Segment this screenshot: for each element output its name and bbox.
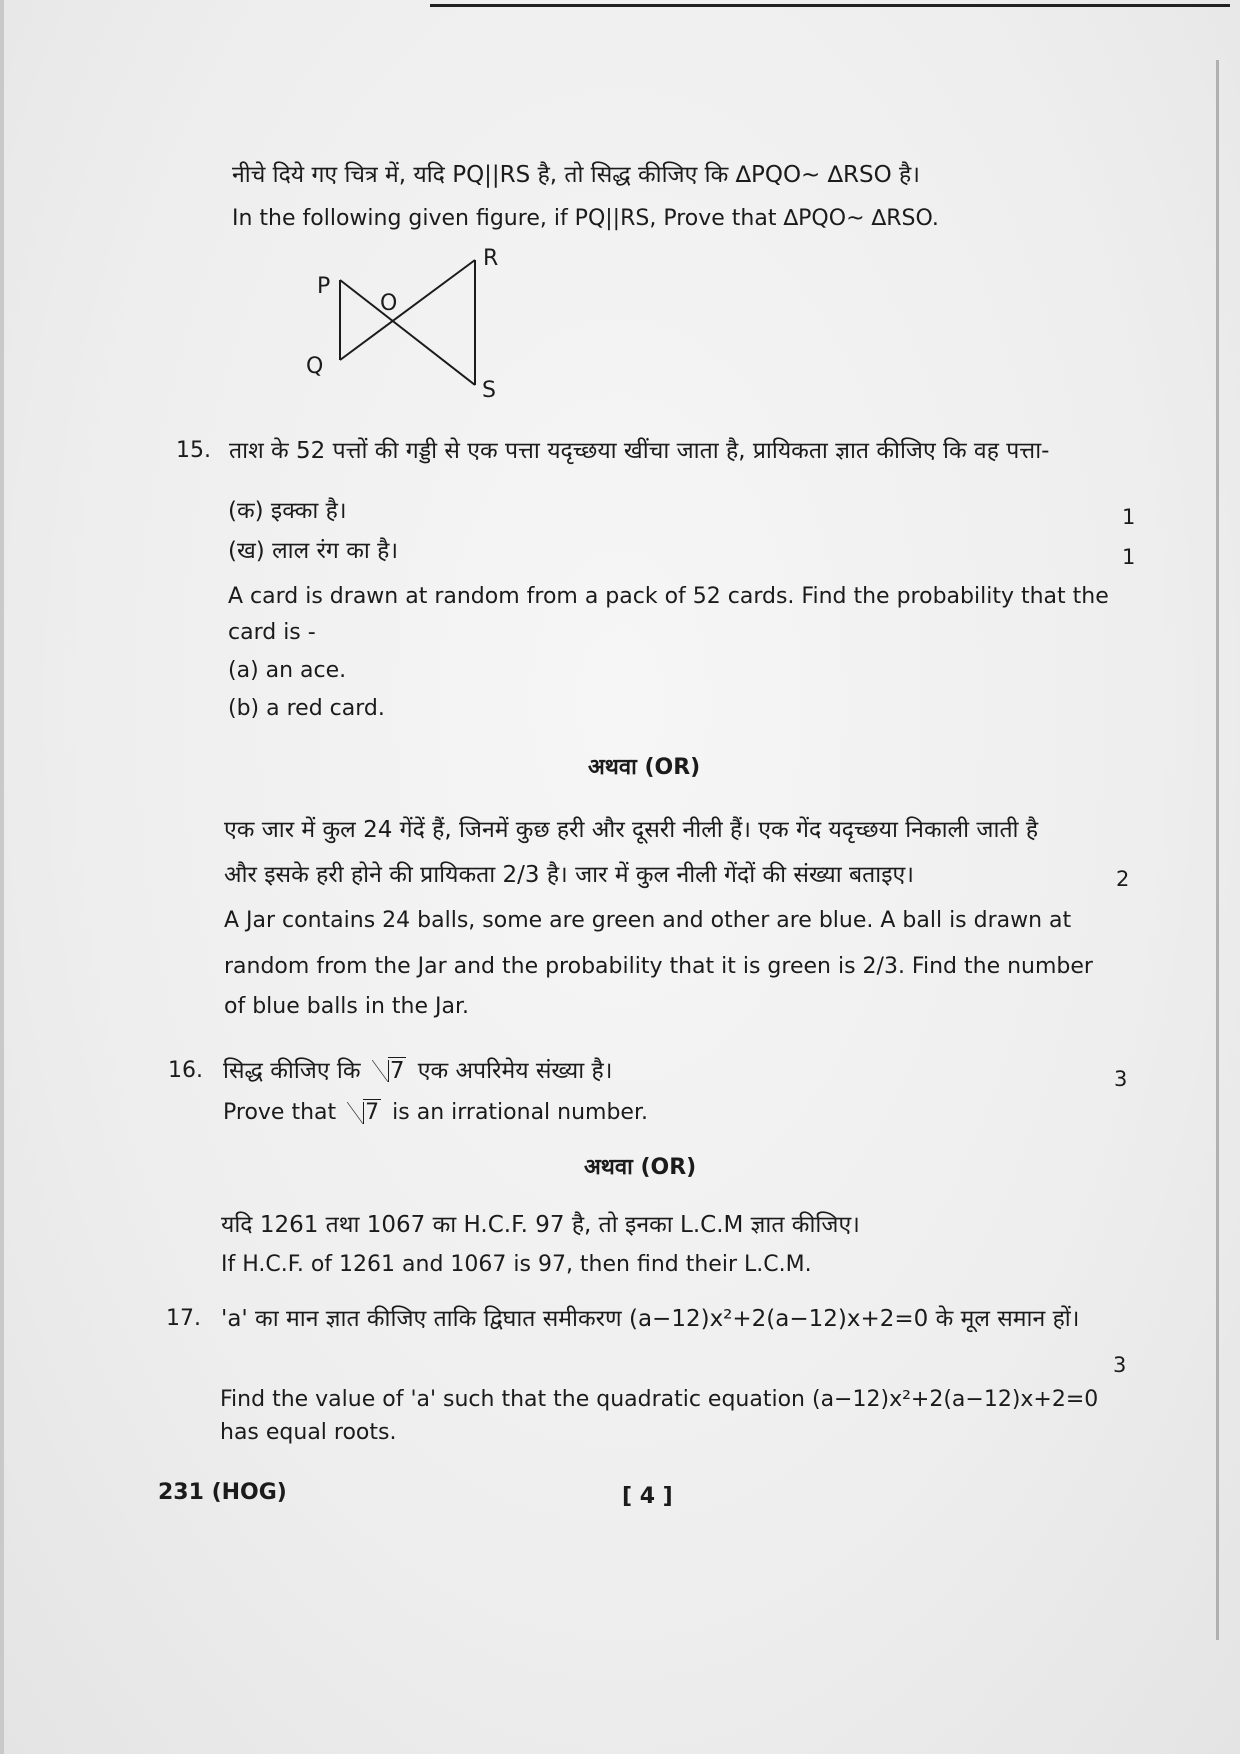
q15-or-english-1: A Jar contains 24 balls, some are green and other are blue. A ball is drawn at: [224, 908, 1072, 933]
q15-or-mark: 2: [1116, 867, 1130, 891]
q16-english: [223, 1098, 648, 1128]
q16-hindi-post: एक अपरिमेय संख्या है।: [417, 1058, 613, 1084]
label-r: R: [483, 246, 499, 271]
sqrt-symbol-en: [347, 1098, 381, 1128]
q15-number: 15.: [176, 438, 211, 463]
q16-english-post: is an irrational number.: [392, 1100, 648, 1125]
line-ps: [340, 280, 475, 385]
q15-english-2: card is -: [228, 620, 316, 645]
q15-or-english-2: random from the Jar and the probability that it is green is 2/3. Find the number: [224, 954, 1093, 979]
q16-or-english: If H.C.F. of 1261 and 1067 is 97, then find their L.C.M.: [221, 1252, 812, 1277]
q15-or-hindi-2: और इसके हरी होने की प्रायिकता 2/3 है। जार में कुल नीली गेंदों की संख्या बताइए।: [224, 862, 914, 888]
left-edge: [0, 0, 4, 1754]
q15-or-english-3: of blue balls in the Jar.: [224, 994, 470, 1019]
q16-number: 16.: [168, 1058, 203, 1083]
q15-english-1: A card is drawn at random from a pack of 52 cards. Find the probability that the: [228, 584, 1109, 609]
q16-radicand: 7: [389, 1058, 405, 1084]
q16-hindi: [223, 1056, 612, 1086]
right-edge: [1216, 60, 1219, 1640]
q16-or-hindi: यदि 1261 तथा 1067 का H.C.F. 97 है, तो इनका L.C.M ज्ञात कीजिए।: [221, 1212, 860, 1238]
q15-hindi-a: (क) इक्का है।: [228, 498, 347, 524]
label-s: S: [482, 378, 496, 403]
q16-english-pre: Prove that: [223, 1100, 337, 1125]
q15-english-b: (b) a red card.: [228, 696, 385, 721]
q16-hindi-pre: सिद्ध कीजिए कि: [223, 1058, 361, 1084]
q17-english-1: Find the value of 'a' such that the quadratic equation (a−12)x²+2(a−12)x+2=0: [220, 1387, 1099, 1412]
page-number: [ 4 ]: [622, 1484, 673, 1509]
q15-hindi-b: (ख) लाल रंग का है।: [228, 538, 399, 564]
q15-mark-b: 1: [1122, 545, 1136, 569]
q16-mark: 3: [1114, 1067, 1128, 1091]
line-qr: [340, 260, 475, 360]
q15-english-a: (a) an ace.: [228, 658, 347, 683]
q17-mark: 3: [1113, 1353, 1127, 1377]
q15-hindi: ताश के 52 पत्तों की गड्डी से एक पत्ता यदृच्छया खींचा जाता है, प्रायिकता ज्ञात कीजिए कि वह पत्ता-: [229, 438, 1050, 464]
q16-or-label: अथवा (OR): [584, 1155, 697, 1180]
label-q: Q: [306, 354, 324, 379]
label-p: P: [317, 274, 331, 299]
paper-code: 231 (HOG): [158, 1480, 287, 1505]
q16-radicand-en: 7: [365, 1100, 380, 1125]
sqrt-symbol: [372, 1056, 407, 1086]
q17-hindi: 'a' का मान ज्ञात कीजिए ताकि द्विघात समीकरण (a−12)x²+2(a−12)x+2=0 के मूल समान हों।: [221, 1306, 1080, 1332]
q14-hindi: नीचे दिये गए चित्र में, यदि PQ||RS है, तो सिद्ध कीजिए कि ∆PQO~ ∆RSO है।: [232, 162, 920, 188]
q17-number: 17.: [166, 1306, 201, 1331]
label-o: O: [380, 291, 398, 316]
q17-english-2: has equal roots.: [220, 1420, 397, 1445]
triangle-figure: [300, 245, 500, 405]
q14-english: In the following given figure, if PQ||RS, Prove that ∆PQO~ ∆RSO.: [232, 206, 939, 231]
top-rule: [430, 4, 1230, 7]
q15-mark-a: 1: [1122, 505, 1136, 529]
q15-or-hindi-1: एक जार में कुल 24 गेंदें हैं, जिनमें कुछ हरी और दूसरी नीली हैं। एक गेंद यदृच्छया निकाली जाती है: [224, 817, 1039, 843]
q15-or-label: अथवा (OR): [588, 755, 701, 780]
